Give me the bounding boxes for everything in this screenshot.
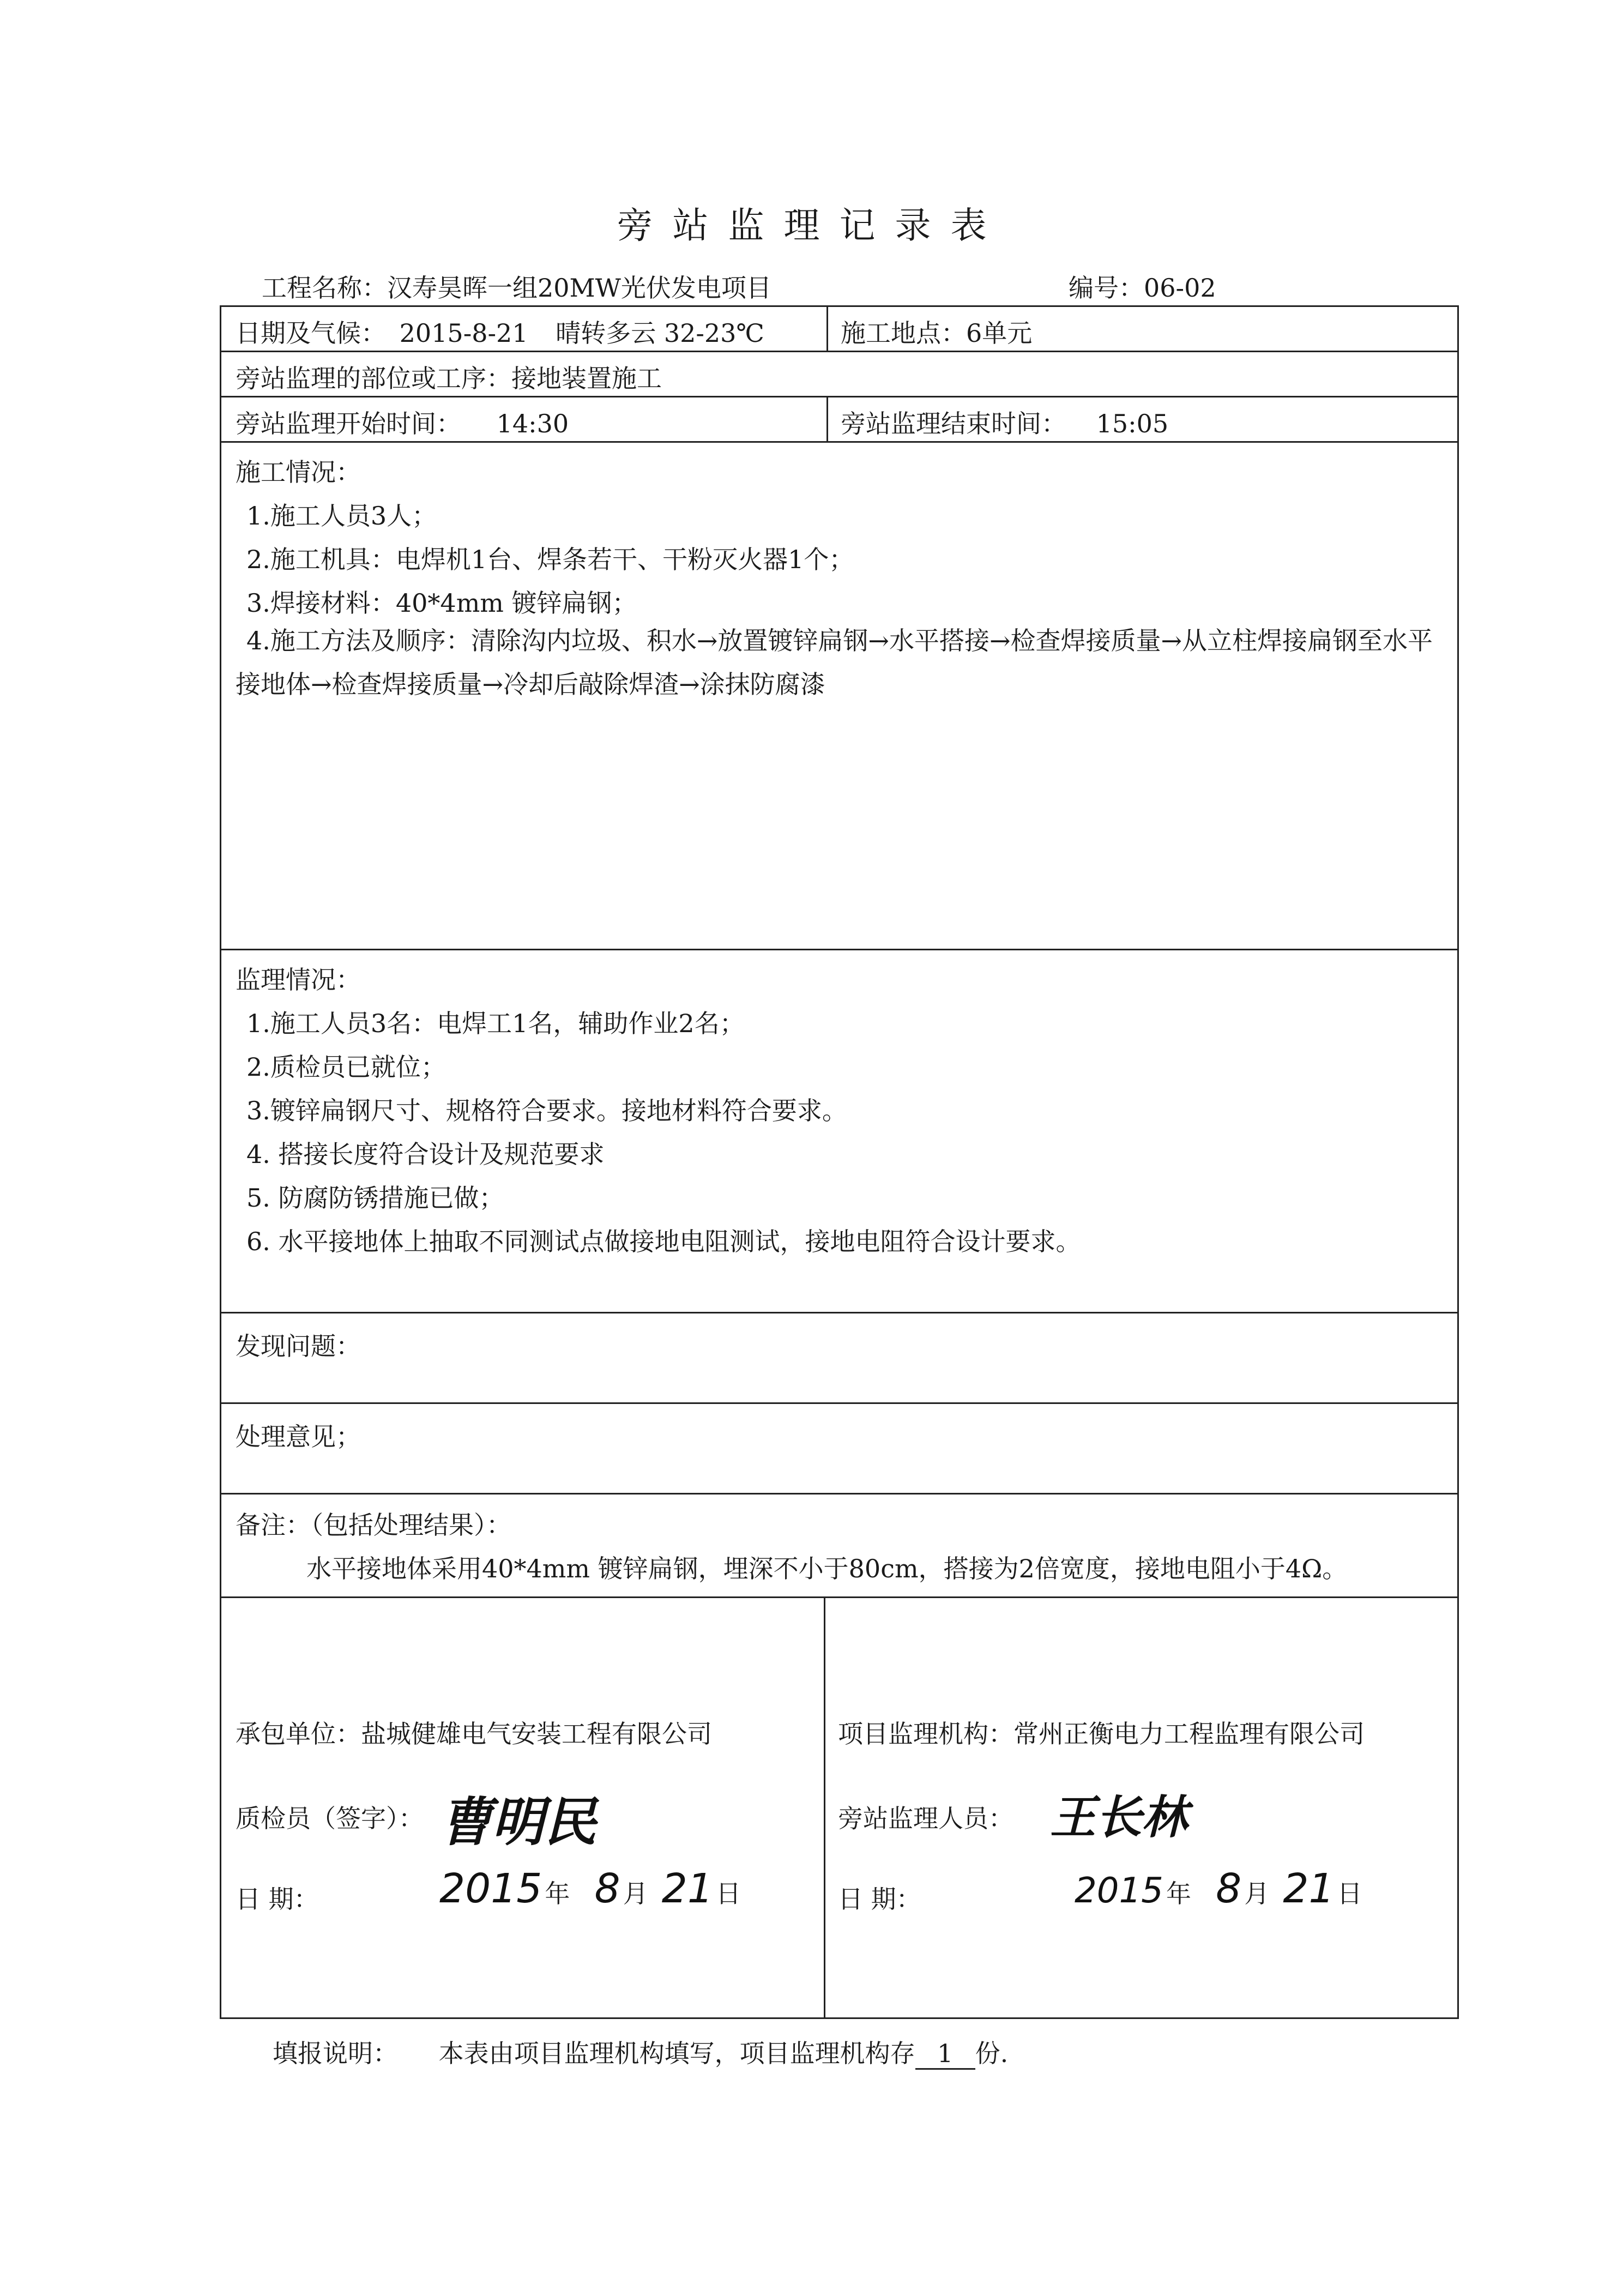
year-unit: 年 (1166, 1879, 1191, 1908)
inspector-label: 质检员（签字）： (236, 1804, 424, 1833)
row-part (221, 352, 1457, 397)
footer-label: 填报说明： (273, 2039, 398, 2068)
month-unit: 月 (1244, 1879, 1270, 1908)
supervision-heading: 监理情况： (236, 965, 361, 995)
footer-copies: 1 (915, 2039, 975, 2070)
supervision-item: 2.质检员已就位； (246, 1052, 446, 1082)
end-label: 旁站监理结束时间： (841, 409, 1066, 438)
contractor-unit-label: 承包单位： (236, 1719, 361, 1749)
issues-label: 发现问题： (236, 1331, 361, 1361)
part-value: 接地装置施工 (511, 364, 662, 393)
opinion-label: 处理意见； (236, 1422, 361, 1451)
project-name-line (262, 268, 771, 304)
date-label: 日期及气候： (236, 318, 386, 348)
contractor-date-month: 8 (594, 1865, 620, 1912)
date-weather-cell (236, 314, 764, 349)
code-label: 编号： (1069, 273, 1144, 303)
start-time-cell (236, 404, 569, 440)
date-value: 2015-8-21 (399, 318, 528, 348)
contractor-date (439, 1865, 741, 1912)
supervisor-date-year: 2015 (1075, 1871, 1163, 1911)
supervision-item: 3.镀锌扁钢尺寸、规格符合要求。接地材料符合要求。 (246, 1096, 847, 1125)
opinion-section (221, 1404, 1457, 1494)
site-cell (841, 314, 1032, 349)
contractor-date-day: 21 (661, 1865, 713, 1912)
footer-text: 本表由项目监理机构填写，项目监理机构存 (438, 2039, 915, 2068)
supervision-item: 4. 搭接长度符合设计及规范要求 (246, 1140, 605, 1169)
supervisor-date (1075, 1865, 1362, 1912)
fill-instructions (273, 2034, 1008, 2070)
contractor-date-label: 日 期： (236, 1884, 319, 1914)
supervisor-org-label: 项目监理机构： (838, 1719, 1013, 1749)
row-time (221, 397, 1457, 443)
supervisor-signature: 王长林 (1050, 1791, 1188, 1844)
supervisor-org (838, 1714, 1365, 1750)
contractor-date-year: 2015 (439, 1865, 542, 1912)
contractor-unit (236, 1714, 712, 1750)
construction-heading: 施工情况： (236, 457, 361, 487)
footer-text-after: 份. (975, 2039, 1009, 2068)
row-date (221, 307, 1457, 352)
start-label: 旁站监理开始时间： (236, 409, 461, 438)
construction-item: 4.施工方法及顺序：清除沟内垃圾、积水→放置镀锌扁钢→水平搭接→检查焊接质量→从立柱焊接扁钢至水平接地体→检查焊接质量→冷却后敲除焊渣→涂抹防腐漆 (236, 626, 1433, 699)
record-table (220, 305, 1459, 2019)
contractor-unit-value: 盐城健雄电气安装工程有限公司 (361, 1719, 712, 1749)
page-title: 旁站监理记录表 (617, 204, 1006, 246)
supervisor-person-label: 旁站监理人员： (838, 1804, 1013, 1833)
signature-section (221, 1598, 1457, 2017)
code-line (1069, 268, 1216, 304)
supervisor-date-label: 日 期： (838, 1884, 921, 1914)
end-time-cell (841, 404, 1168, 440)
issues-section (221, 1313, 1457, 1404)
code-value: 06-02 (1144, 273, 1216, 303)
supervision-section (221, 950, 1457, 1313)
construction-item: 3.焊接材料：40*4mm 镀锌扁钢； (246, 588, 637, 618)
construction-item: 2.施工机具：电焊机1台、焊条若干、干粉灭火器1个； (246, 545, 854, 574)
divider (824, 1598, 825, 2017)
divider (826, 307, 828, 351)
supervisor-org-value: 常州正衡电力工程监理有限公司 (1013, 1719, 1365, 1749)
remarks-text: 水平接地体采用40*4mm 镀锌扁钢，埋深不小于80cm，搭接为2倍宽度，接地电阻小于4Ω。 (306, 1554, 1348, 1583)
construction-item: 1.施工人员3人； (246, 501, 437, 531)
divider (826, 397, 828, 441)
remarks-label: 备注：（包括处理结果）： (236, 1510, 511, 1540)
supervision-item: 6. 水平接地体上抽取不同测试点做接地电阻测试，接地电阻符合设计要求。 (246, 1227, 1081, 1256)
start-value: 14:30 (496, 409, 569, 438)
day-unit: 日 (716, 1879, 741, 1908)
supervision-item: 1.施工人员3名：电焊工1名，辅助作业2名； (246, 1009, 745, 1038)
remarks-section (221, 1494, 1457, 1598)
supervision-item: 5. 防腐防锈措施已做； (246, 1183, 504, 1213)
construction-section (221, 443, 1457, 950)
supervisor-date-day: 21 (1283, 1865, 1335, 1912)
supervisor-date-month: 8 (1216, 1865, 1242, 1912)
site-value: 6单元 (966, 318, 1033, 348)
part-cell (236, 359, 662, 395)
month-unit: 月 (623, 1879, 648, 1908)
end-value: 15:05 (1096, 409, 1169, 438)
year-unit: 年 (545, 1879, 570, 1908)
project-name: 汉寿昊晖一组20MW光伏发电项目 (387, 273, 771, 303)
day-unit: 日 (1337, 1879, 1362, 1908)
project-label: 工程名称： (262, 273, 387, 303)
site-label: 施工地点： (841, 318, 966, 348)
part-label: 旁站监理的部位或工序： (236, 364, 511, 393)
weather-value: 晴转多云 32-23℃ (556, 318, 764, 348)
inspector-signature: 曹明民 (439, 1792, 596, 1853)
